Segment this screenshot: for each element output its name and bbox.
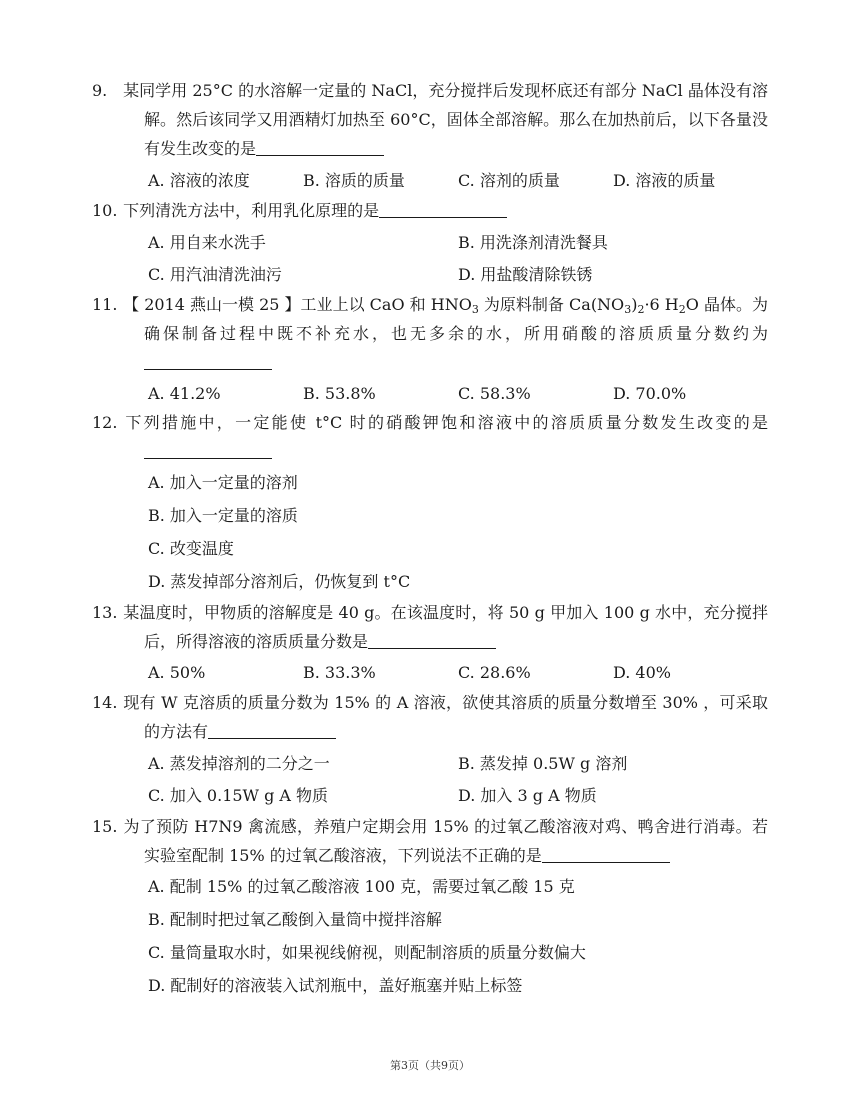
- option-a: A. 加入一定量的溶剂: [148, 473, 298, 492]
- answer-blank: [542, 846, 670, 863]
- option-c: C. 加入 0.15W g A 物质: [148, 785, 329, 805]
- question-11: 11. 【 2014 燕山一模 25 】工业上以 CaO 和 $HNO_3$ 为原料制备 $Ca(NO_3)_2\cdot 6$ $H_2O$ 晶体。为确保制备过程中既不补充水，也无多余的水，所用硝酸的溶质质量分数约为 A. 41.2% B. 53.8% C. 58.3% D. 70.0%: [118, 290, 768, 409]
- options-row: [118, 163, 768, 195]
- question-stem-part: 为原料制备 Ca(NO: [478, 295, 625, 314]
- option-a: A. 用自来水洗手: [148, 232, 266, 252]
- option-c: C. 58.3%: [458, 383, 531, 403]
- options-row: [118, 656, 768, 688]
- option-a: A. 配制 15% 的过氧乙酸溶液 100 克，需要过氧乙酸 15 克: [148, 877, 575, 896]
- option-a: A. 50%: [148, 662, 206, 682]
- question-stem: 某温度时，甲物质的溶解度是 40 g。在该温度时，将 50 g 甲加入 100 g 水中，充分搅拌后，所得溶液的溶质质量分数是: [123, 603, 768, 651]
- option-b: B. 加入一定量的溶质: [148, 506, 298, 525]
- options-row: [118, 746, 768, 778]
- option-b: B. 溶质的质量: [303, 170, 405, 190]
- option-b: B. 53.8%: [303, 383, 376, 403]
- option-d: D. 溶液的质量: [613, 170, 716, 190]
- answer-blank: [208, 722, 336, 739]
- question-stem-part: O 晶体。为确保制备过程中既不补充水，也无多余的水，所用硝酸的溶质质量分数约为: [144, 295, 768, 343]
- question-stem: 某同学用 25°C 的水溶解一定量的 NaCl，充分搅拌后发现杯底还有部分 NaCl 晶体没有溶解。然后该同学又用酒精灯加热至 60°C，固体全部溶解。那么在加热前后，以下各量没有发生改变的是: [123, 81, 768, 158]
- option-a: A. 蒸发掉溶剂的二分之一: [148, 753, 330, 773]
- answer-blank: [256, 139, 384, 156]
- question-stem: 为了预防 H7N9 禽流感，养殖户定期会用 15% 的过氧乙酸溶液对鸡、鸭舍进行消毒。若实验室配制 15% 的过氧乙酸溶液，下列说法不正确的是: [123, 817, 768, 865]
- option-d: D. 蒸发掉部分溶剂后，仍恢复到 t°C: [148, 572, 411, 591]
- question-14: 14. 现有 W 克溶质的质量分数为 15% 的 A 溶液，欲使其溶质的质量分数增至 30% ，可采取的方法有 A. 蒸发掉溶剂的二分之一 B. 蒸发掉 0.5W g 溶剂 C. 加入 0.15W g A 物质 D. 加入 3 g A 物质: [118, 688, 768, 810]
- option-c: C. 量筒量取水时，如果视线俯视，则配制溶质的质量分数偏大: [148, 943, 586, 962]
- option-a: A. 41.2%: [148, 383, 221, 403]
- options-row: [118, 377, 768, 409]
- question-stem: 现有 W 克溶质的质量分数为 15% 的 A 溶液，欲使其溶质的质量分数增至 30% ，可采取的方法有: [123, 693, 768, 741]
- question-stem-part: ·6 H: [644, 295, 679, 314]
- option-d: D. 用盐酸清除铁锈: [458, 264, 593, 284]
- option-b: B. 33.3%: [303, 662, 376, 682]
- options-row: [118, 257, 768, 289]
- answer-blank: [379, 201, 507, 218]
- subscript: 3: [624, 303, 632, 316]
- option-b: B. 蒸发掉 0.5W g 溶剂: [458, 753, 628, 773]
- option-c: C. 28.6%: [458, 662, 531, 682]
- question-10: 10. 下列清洗方法中，利用乳化原理的是 A. 用自来水洗手 B. 用洗涤剂清洗餐具 C. 用汽油清洗油污 D. 用盐酸清除铁锈: [118, 196, 768, 289]
- question-12: 12. 下列措施中，一定能使 t°C 时的硝酸钾饱和溶液中的溶质质量分数发生改变的是 A. 加入一定量的溶剂 B. 加入一定量的溶质 C. 改变温度 D. 蒸发掉部分溶剂后，仍恢复到 t°C: [118, 408, 768, 598]
- answer-blank: [368, 632, 496, 649]
- question-13: 13. 某温度时，甲物质的溶解度是 40 g。在该温度时，将 50 g 甲加入 100 g 水中，充分搅拌后，所得溶液的溶质质量分数是 A. 50% B. 33.3% C. 28.6% D. 40%: [118, 598, 768, 688]
- option-a: A. 溶液的浓度: [148, 170, 250, 190]
- option-d: D. 配制好的溶液装入试剂瓶中，盖好瓶塞并贴上标签: [148, 976, 523, 995]
- subscript: 3: [471, 303, 479, 316]
- question-stem-part: 【 2014 燕山一模 25 】工业上以 CaO 和 HNO: [123, 295, 472, 314]
- page-footer: 第3页（共9页）: [390, 1059, 470, 1072]
- option-d: D. 70.0%: [613, 383, 687, 403]
- option-b: B. 用洗涤剂清洗餐具: [458, 232, 608, 252]
- options-row: [118, 225, 768, 257]
- option-c: C. 用汽油清洗油污: [148, 264, 282, 284]
- subscript: 2: [637, 303, 645, 316]
- question-stem-part: ): [631, 295, 638, 314]
- option-d: D. 加入 3 g A 物质: [458, 785, 597, 805]
- question-stem: 下列清洗方法中，利用乳化原理的是: [123, 201, 380, 220]
- option-d: D. 40%: [613, 662, 671, 682]
- answer-blank: [144, 442, 272, 459]
- option-c: C. 溶剂的质量: [458, 170, 560, 190]
- options-row: [118, 778, 768, 810]
- question-15: 15. 为了预防 H7N9 禽流感，养殖户定期会用 15% 的过氧乙酸溶液对鸡、鸭舍进行消毒。若实验室配制 15% 的过氧乙酸溶液，下列说法不正确的是 A. 配制 15% 的过氧乙酸溶液 100 克，需要过氧乙酸 15 克 B. 配制时把过氧乙酸倒入量筒中搅拌溶解 C. 量筒量取水时，如果视线俯视，则配制溶质的质量分数偏大 D. 配制好的溶液装入试剂瓶中，盖好瓶塞并贴上标签: [118, 812, 768, 1002]
- option-c: C. 改变温度: [148, 539, 234, 558]
- question-9: 9. 某同学用 25°C 的水溶解一定量的 NaCl，充分搅拌后发现杯底还有部分 NaCl 晶体没有溶解。然后该同学又用酒精灯加热至 60°C，固体全部溶解。那么在加热前后，以下各量没有发生改变的是 A. 溶液的浓度 B. 溶质的质量 C. 溶剂的质量 D. 溶液的质量: [118, 76, 768, 195]
- answer-blank: [144, 353, 272, 370]
- question-stem: 下列措施中，一定能使 t°C 时的硝酸钾饱和溶液中的溶质质量分数发生改变的是: [125, 413, 768, 432]
- option-b: B. 配制时把过氧乙酸倒入量筒中搅拌溶解: [148, 910, 442, 929]
- subscript: 2: [678, 303, 686, 316]
